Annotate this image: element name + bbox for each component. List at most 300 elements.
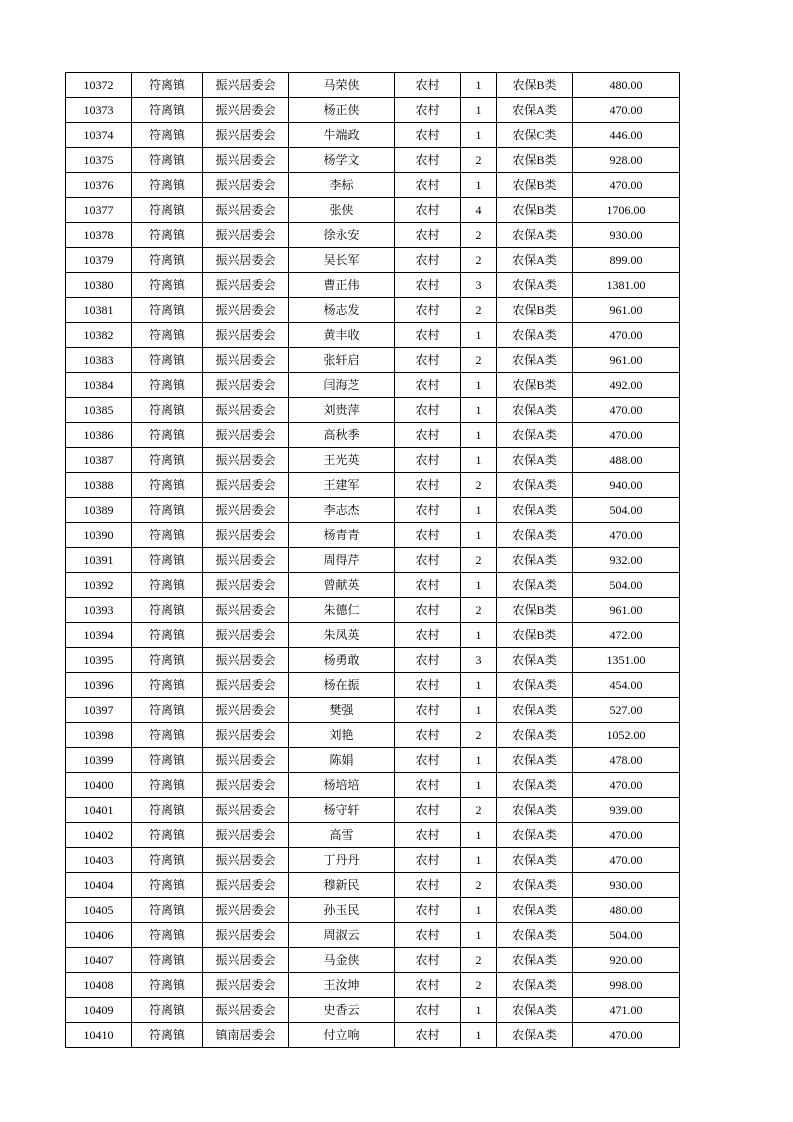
cell-insurance-type: 农保A类	[497, 698, 573, 723]
cell-committee: 振兴居委会	[203, 98, 289, 123]
cell-id: 10388	[66, 473, 132, 498]
cell-id: 10379	[66, 248, 132, 273]
cell-residence: 农村	[395, 723, 461, 748]
cell-insurance-type: 农保A类	[497, 423, 573, 448]
cell-name: 李标	[289, 173, 395, 198]
cell-residence: 农村	[395, 498, 461, 523]
cell-residence: 农村	[395, 873, 461, 898]
cell-count: 1	[461, 748, 497, 773]
cell-amount: 480.00	[573, 898, 680, 923]
cell-committee: 振兴居委会	[203, 498, 289, 523]
cell-count: 1	[461, 898, 497, 923]
cell-name: 高秋季	[289, 423, 395, 448]
cell-id: 10375	[66, 148, 132, 173]
cell-amount: 470.00	[573, 848, 680, 873]
cell-committee: 振兴居委会	[203, 123, 289, 148]
cell-count: 1	[461, 173, 497, 198]
cell-residence: 农村	[395, 748, 461, 773]
cell-committee: 振兴居委会	[203, 823, 289, 848]
cell-id: 10373	[66, 98, 132, 123]
cell-amount: 470.00	[573, 173, 680, 198]
cell-amount: 470.00	[573, 823, 680, 848]
cell-residence: 农村	[395, 423, 461, 448]
cell-id: 10407	[66, 948, 132, 973]
cell-residence: 农村	[395, 223, 461, 248]
cell-count: 1	[461, 573, 497, 598]
cell-town: 符离镇	[132, 873, 203, 898]
cell-id: 10389	[66, 498, 132, 523]
cell-insurance-type: 农保A类	[497, 673, 573, 698]
cell-committee: 振兴居委会	[203, 448, 289, 473]
cell-id: 10390	[66, 523, 132, 548]
table-row	[66, 123, 680, 148]
cell-residence: 农村	[395, 598, 461, 623]
cell-insurance-type: 农保A类	[497, 848, 573, 873]
cell-residence: 农村	[395, 848, 461, 873]
cell-town: 符离镇	[132, 323, 203, 348]
cell-committee: 振兴居委会	[203, 998, 289, 1023]
cell-town: 符离镇	[132, 573, 203, 598]
cell-insurance-type: 农保C类	[497, 123, 573, 148]
cell-committee: 振兴居委会	[203, 923, 289, 948]
cell-insurance-type: 农保A类	[497, 723, 573, 748]
cell-insurance-type: 农保B类	[497, 598, 573, 623]
cell-town: 符离镇	[132, 748, 203, 773]
cell-amount: 930.00	[573, 223, 680, 248]
cell-name: 曾献英	[289, 573, 395, 598]
table-row	[66, 373, 680, 398]
cell-committee: 振兴居委会	[203, 623, 289, 648]
cell-count: 1	[461, 98, 497, 123]
cell-committee: 振兴居委会	[203, 173, 289, 198]
cell-name: 杨青青	[289, 523, 395, 548]
cell-id: 10405	[66, 898, 132, 923]
cell-town: 符离镇	[132, 948, 203, 973]
cell-town: 符离镇	[132, 648, 203, 673]
cell-amount: 930.00	[573, 873, 680, 898]
cell-residence: 农村	[395, 823, 461, 848]
cell-count: 1	[461, 398, 497, 423]
cell-insurance-type: 农保B类	[497, 298, 573, 323]
cell-id: 10382	[66, 323, 132, 348]
cell-amount: 940.00	[573, 473, 680, 498]
cell-insurance-type: 农保A类	[497, 448, 573, 473]
cell-committee: 振兴居委会	[203, 273, 289, 298]
cell-id: 10372	[66, 73, 132, 98]
cell-residence: 农村	[395, 448, 461, 473]
cell-committee: 振兴居委会	[203, 248, 289, 273]
cell-residence: 农村	[395, 198, 461, 223]
cell-id: 10385	[66, 398, 132, 423]
cell-name: 付立响	[289, 1023, 395, 1048]
table-row	[66, 1023, 680, 1048]
cell-town: 符离镇	[132, 198, 203, 223]
cell-count: 1	[461, 73, 497, 98]
cell-committee: 振兴居委会	[203, 348, 289, 373]
cell-count: 1	[461, 823, 497, 848]
cell-town: 符离镇	[132, 973, 203, 998]
table-row	[66, 323, 680, 348]
cell-count: 1	[461, 698, 497, 723]
cell-insurance-type: 农保A类	[497, 923, 573, 948]
table-row	[66, 173, 680, 198]
cell-name: 李志杰	[289, 498, 395, 523]
cell-town: 符离镇	[132, 98, 203, 123]
cell-committee: 振兴居委会	[203, 898, 289, 923]
cell-town: 符离镇	[132, 473, 203, 498]
cell-insurance-type: 农保A类	[497, 948, 573, 973]
table-row	[66, 223, 680, 248]
cell-insurance-type: 农保A类	[497, 898, 573, 923]
cell-id: 10396	[66, 673, 132, 698]
cell-count: 2	[461, 298, 497, 323]
table-row	[66, 898, 680, 923]
table-row	[66, 948, 680, 973]
table-row	[66, 423, 680, 448]
table-body	[66, 73, 680, 1048]
cell-committee: 镇南居委会	[203, 1023, 289, 1048]
table-row	[66, 923, 680, 948]
cell-insurance-type: 农保A类	[497, 248, 573, 273]
cell-name: 史香云	[289, 998, 395, 1023]
cell-name: 黄丰收	[289, 323, 395, 348]
cell-amount: 527.00	[573, 698, 680, 723]
table-row	[66, 598, 680, 623]
cell-count: 1	[461, 498, 497, 523]
table-row	[66, 98, 680, 123]
cell-insurance-type: 农保A类	[497, 873, 573, 898]
cell-residence: 农村	[395, 798, 461, 823]
cell-committee: 振兴居委会	[203, 323, 289, 348]
cell-amount: 470.00	[573, 98, 680, 123]
cell-id: 10410	[66, 1023, 132, 1048]
cell-name: 高雪	[289, 823, 395, 848]
cell-id: 10383	[66, 348, 132, 373]
table-row	[66, 248, 680, 273]
cell-insurance-type: 农保A类	[497, 348, 573, 373]
table-row	[66, 648, 680, 673]
cell-id: 10401	[66, 798, 132, 823]
cell-id: 10398	[66, 723, 132, 748]
cell-name: 周淑云	[289, 923, 395, 948]
cell-committee: 振兴居委会	[203, 198, 289, 223]
cell-residence: 农村	[395, 523, 461, 548]
cell-name: 杨学文	[289, 148, 395, 173]
table-row	[66, 998, 680, 1023]
cell-insurance-type: 农保A类	[497, 473, 573, 498]
table-row	[66, 798, 680, 823]
cell-name: 吴长军	[289, 248, 395, 273]
cell-town: 符离镇	[132, 223, 203, 248]
cell-residence: 农村	[395, 648, 461, 673]
cell-id: 10392	[66, 573, 132, 598]
cell-name: 陈娟	[289, 748, 395, 773]
cell-committee: 振兴居委会	[203, 648, 289, 673]
cell-id: 10406	[66, 923, 132, 948]
cell-town: 符离镇	[132, 798, 203, 823]
cell-residence: 农村	[395, 473, 461, 498]
cell-name: 朱凤英	[289, 623, 395, 648]
cell-town: 符离镇	[132, 373, 203, 398]
cell-committee: 振兴居委会	[203, 748, 289, 773]
cell-committee: 振兴居委会	[203, 423, 289, 448]
cell-town: 符离镇	[132, 598, 203, 623]
cell-town: 符离镇	[132, 348, 203, 373]
cell-count: 3	[461, 648, 497, 673]
cell-town: 符离镇	[132, 448, 203, 473]
cell-count: 1	[461, 923, 497, 948]
cell-residence: 农村	[395, 373, 461, 398]
cell-residence: 农村	[395, 398, 461, 423]
cell-id: 10404	[66, 873, 132, 898]
cell-count: 1	[461, 373, 497, 398]
cell-count: 1	[461, 623, 497, 648]
cell-name: 朱德仁	[289, 598, 395, 623]
cell-count: 2	[461, 548, 497, 573]
cell-committee: 振兴居委会	[203, 523, 289, 548]
cell-count: 2	[461, 473, 497, 498]
cell-residence: 农村	[395, 173, 461, 198]
cell-committee: 振兴居委会	[203, 873, 289, 898]
cell-residence: 农村	[395, 698, 461, 723]
table-row	[66, 548, 680, 573]
cell-amount: 920.00	[573, 948, 680, 973]
cell-amount: 504.00	[573, 923, 680, 948]
cell-committee: 振兴居委会	[203, 598, 289, 623]
cell-amount: 446.00	[573, 123, 680, 148]
cell-name: 闫海芝	[289, 373, 395, 398]
table-row	[66, 623, 680, 648]
cell-town: 符离镇	[132, 123, 203, 148]
cell-name: 刘艳	[289, 723, 395, 748]
cell-amount: 470.00	[573, 1023, 680, 1048]
cell-insurance-type: 农保A类	[497, 823, 573, 848]
cell-town: 符离镇	[132, 398, 203, 423]
cell-amount: 961.00	[573, 598, 680, 623]
cell-count: 2	[461, 873, 497, 898]
cell-count: 1	[461, 773, 497, 798]
cell-residence: 农村	[395, 248, 461, 273]
cell-amount: 504.00	[573, 498, 680, 523]
cell-id: 10391	[66, 548, 132, 573]
cell-residence: 农村	[395, 323, 461, 348]
cell-insurance-type: 农保A类	[497, 748, 573, 773]
cell-amount: 488.00	[573, 448, 680, 473]
table-row	[66, 748, 680, 773]
cell-amount: 932.00	[573, 548, 680, 573]
cell-amount: 961.00	[573, 298, 680, 323]
cell-id: 10409	[66, 998, 132, 1023]
cell-id: 10400	[66, 773, 132, 798]
cell-name: 杨培培	[289, 773, 395, 798]
cell-name: 杨正侠	[289, 98, 395, 123]
cell-name: 杨勇敢	[289, 648, 395, 673]
cell-residence: 农村	[395, 98, 461, 123]
cell-residence: 农村	[395, 923, 461, 948]
table-row	[66, 573, 680, 598]
cell-id: 10381	[66, 298, 132, 323]
cell-amount: 1706.00	[573, 198, 680, 223]
cell-residence: 农村	[395, 973, 461, 998]
cell-id: 10399	[66, 748, 132, 773]
cell-name: 张侠	[289, 198, 395, 223]
table-row	[66, 723, 680, 748]
cell-count: 2	[461, 148, 497, 173]
cell-name: 杨守轩	[289, 798, 395, 823]
cell-insurance-type: 农保B类	[497, 623, 573, 648]
cell-id: 10377	[66, 198, 132, 223]
cell-count: 1	[461, 848, 497, 873]
cell-town: 符离镇	[132, 823, 203, 848]
cell-insurance-type: 农保B类	[497, 373, 573, 398]
table-row	[66, 773, 680, 798]
cell-insurance-type: 农保A类	[497, 773, 573, 798]
cell-id: 10380	[66, 273, 132, 298]
cell-name: 曹正伟	[289, 273, 395, 298]
cell-residence: 农村	[395, 123, 461, 148]
cell-id: 10395	[66, 648, 132, 673]
cell-amount: 472.00	[573, 623, 680, 648]
cell-insurance-type: 农保B类	[497, 198, 573, 223]
table-row	[66, 148, 680, 173]
cell-committee: 振兴居委会	[203, 948, 289, 973]
cell-count: 1	[461, 998, 497, 1023]
cell-amount: 454.00	[573, 673, 680, 698]
cell-count: 1	[461, 423, 497, 448]
cell-id: 10386	[66, 423, 132, 448]
cell-id: 10397	[66, 698, 132, 723]
cell-id: 10408	[66, 973, 132, 998]
cell-amount: 504.00	[573, 573, 680, 598]
cell-residence: 农村	[395, 298, 461, 323]
cell-committee: 振兴居委会	[203, 373, 289, 398]
cell-committee: 振兴居委会	[203, 223, 289, 248]
table-row	[66, 73, 680, 98]
cell-committee: 振兴居委会	[203, 673, 289, 698]
cell-committee: 振兴居委会	[203, 573, 289, 598]
cell-town: 符离镇	[132, 848, 203, 873]
cell-amount: 998.00	[573, 973, 680, 998]
table-row	[66, 398, 680, 423]
cell-name: 杨志发	[289, 298, 395, 323]
table-row	[66, 348, 680, 373]
cell-committee: 振兴居委会	[203, 973, 289, 998]
cell-count: 2	[461, 973, 497, 998]
table-row	[66, 298, 680, 323]
cell-committee: 振兴居委会	[203, 73, 289, 98]
cell-count: 4	[461, 198, 497, 223]
cell-count: 2	[461, 723, 497, 748]
cell-name: 王建军	[289, 473, 395, 498]
cell-count: 2	[461, 798, 497, 823]
cell-town: 符离镇	[132, 298, 203, 323]
cell-insurance-type: 农保A类	[497, 98, 573, 123]
cell-id: 10393	[66, 598, 132, 623]
cell-amount: 1052.00	[573, 723, 680, 748]
table-row	[66, 848, 680, 873]
cell-committee: 振兴居委会	[203, 398, 289, 423]
cell-amount: 470.00	[573, 323, 680, 348]
table-row	[66, 823, 680, 848]
cell-committee: 振兴居委会	[203, 548, 289, 573]
cell-amount: 470.00	[573, 523, 680, 548]
cell-town: 符离镇	[132, 723, 203, 748]
cell-residence: 农村	[395, 73, 461, 98]
cell-town: 符离镇	[132, 773, 203, 798]
cell-amount: 492.00	[573, 373, 680, 398]
cell-insurance-type: 农保A类	[497, 973, 573, 998]
cell-count: 1	[461, 123, 497, 148]
cell-count: 3	[461, 273, 497, 298]
cell-residence: 农村	[395, 623, 461, 648]
cell-id: 10378	[66, 223, 132, 248]
cell-id: 10374	[66, 123, 132, 148]
cell-residence: 农村	[395, 273, 461, 298]
cell-amount: 471.00	[573, 998, 680, 1023]
cell-town: 符离镇	[132, 73, 203, 98]
cell-committee: 振兴居委会	[203, 698, 289, 723]
cell-amount: 470.00	[573, 423, 680, 448]
cell-count: 2	[461, 598, 497, 623]
cell-id: 10387	[66, 448, 132, 473]
cell-count: 1	[461, 323, 497, 348]
cell-residence: 农村	[395, 898, 461, 923]
cell-name: 王光英	[289, 448, 395, 473]
cell-residence: 农村	[395, 1023, 461, 1048]
cell-committee: 振兴居委会	[203, 798, 289, 823]
cell-residence: 农村	[395, 948, 461, 973]
cell-insurance-type: 农保A类	[497, 323, 573, 348]
cell-insurance-type: 农保B类	[497, 148, 573, 173]
cell-residence: 农村	[395, 348, 461, 373]
cell-town: 符离镇	[132, 498, 203, 523]
cell-count: 1	[461, 523, 497, 548]
cell-insurance-type: 农保A类	[497, 1023, 573, 1048]
cell-town: 符离镇	[132, 148, 203, 173]
cell-insurance-type: 农保A类	[497, 548, 573, 573]
cell-name: 刘贵萍	[289, 398, 395, 423]
cell-amount: 480.00	[573, 73, 680, 98]
cell-town: 符离镇	[132, 273, 203, 298]
cell-amount: 939.00	[573, 798, 680, 823]
cell-committee: 振兴居委会	[203, 298, 289, 323]
cell-count: 2	[461, 248, 497, 273]
cell-town: 符离镇	[132, 173, 203, 198]
cell-insurance-type: 农保A类	[497, 398, 573, 423]
cell-name: 周得芹	[289, 548, 395, 573]
cell-town: 符离镇	[132, 698, 203, 723]
cell-count: 2	[461, 348, 497, 373]
cell-residence: 农村	[395, 548, 461, 573]
cell-count: 2	[461, 223, 497, 248]
cell-town: 符离镇	[132, 673, 203, 698]
cell-amount: 478.00	[573, 748, 680, 773]
cell-id: 10403	[66, 848, 132, 873]
cell-town: 符离镇	[132, 423, 203, 448]
cell-count: 1	[461, 673, 497, 698]
cell-residence: 农村	[395, 148, 461, 173]
cell-residence: 农村	[395, 673, 461, 698]
cell-committee: 振兴居委会	[203, 723, 289, 748]
cell-name: 马金侠	[289, 948, 395, 973]
table-row	[66, 973, 680, 998]
cell-insurance-type: 农保A类	[497, 798, 573, 823]
cell-count: 1	[461, 448, 497, 473]
table-row	[66, 873, 680, 898]
cell-name: 丁丹丹	[289, 848, 395, 873]
table-row	[66, 523, 680, 548]
table-row	[66, 198, 680, 223]
